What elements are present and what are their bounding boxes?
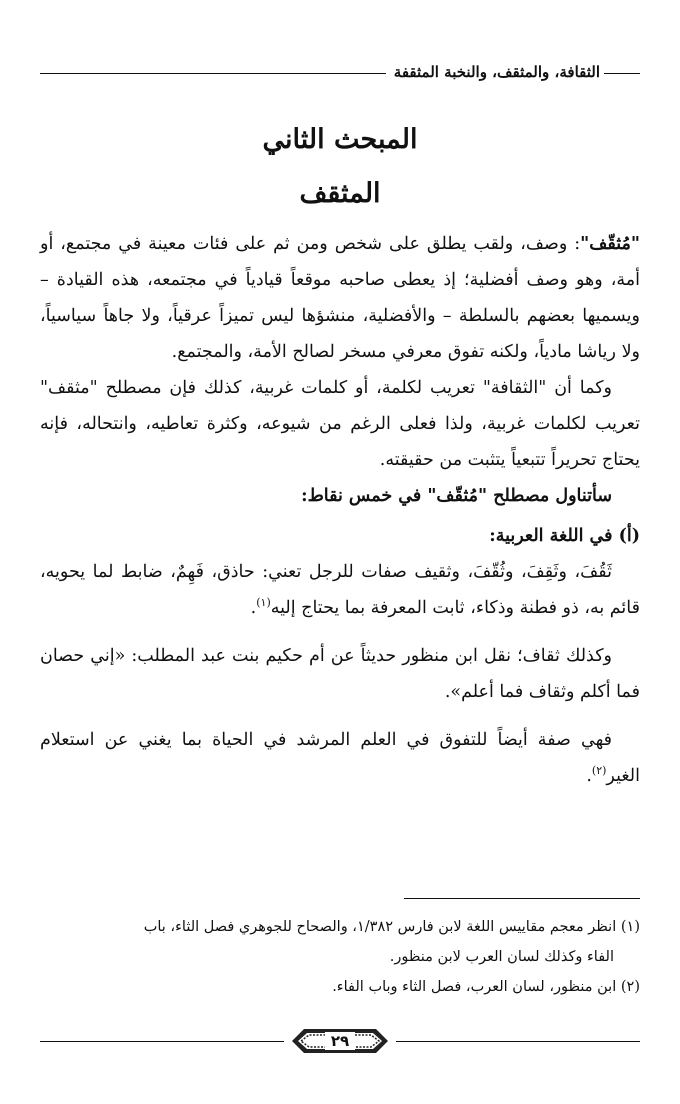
footnote-ref-1[interactable]: (١) (256, 596, 271, 610)
paragraph-lexical-meaning (40, 554, 640, 626)
lexical-meaning-end: . (250, 598, 257, 618)
footer-rule-right (396, 1041, 640, 1042)
excellence-text: فهي صفة أيضاً للتفوق في العلم المرشد في الحياة بما يغني عن استعلام الغير (40, 730, 640, 786)
page-footer (40, 1024, 640, 1058)
footnote-1-continuation: الفاء وكذلك لسان العرب لابن منظور. (389, 949, 614, 965)
footnote-ref-2[interactable]: (٢) (591, 764, 607, 778)
footer-rule-left (40, 1041, 284, 1042)
paragraph-excellence (40, 722, 640, 794)
footnote-1 (40, 912, 640, 942)
footnote-2-text: ابن منظور، لسان العرب، فصل الثاء وباب الفاء. (332, 979, 617, 995)
footnote-2-label: (٢) (620, 979, 640, 995)
header-rule (40, 73, 386, 74)
page-number-badge (290, 1026, 390, 1056)
page-number: ٢٩ (325, 1032, 355, 1050)
footnote-1-label: (١) (620, 919, 640, 935)
footnote-1-text: انظر معجم مقاييس اللغة لابن فارس ١/٣٨٢، والصحاح للجوهري فصل الثاء، باب (143, 919, 617, 935)
footnotes (40, 912, 640, 1002)
section-title: المبحث الثاني (262, 124, 418, 155)
body-text (40, 226, 640, 794)
running-header (40, 60, 640, 84)
paragraph-definition (40, 226, 640, 370)
paragraph-arabization: وكما أن "الثقافة" تعريب لكلمة، أو كلمات غربية، كذلك فإن مصطلح "مثقف" تعريب لكلمات غربية، ولذا فعلى الرغم من شيوعه، وكثرة تعاطيه، وانتحاله، فإنه يحتاج تحريراً تتبعياً يتثبت من حقيقته. (40, 378, 640, 470)
footnote-2 (40, 972, 640, 1002)
term-muthaqqaf: "مُثقّف" (580, 234, 640, 254)
five-points-intro: سأتناول مصطلح "مُثقّف" في خمس نقاط: (301, 486, 612, 506)
header-rule-right (604, 73, 640, 74)
definition-text: : وصف، ولقب يطلق على شخص ومن ثم على فئات معينة في مجتمع، أو أمة، وهو وصف أفضلية؛ إذ يعطى صاحبه موقعاً قيادياً في مجتمعه، هذه القيادة – ويسميها بعضهم بالسلطة – والأفضلية، منشؤها ليس تميزاً عرقياً، ولا جاهاً سياسياً، ولا رياشا مادياً، ولكنه تفوق معرفي مسخر لصالح الأمة، والمجتمع. (40, 234, 640, 362)
paragraph-thiqaf: وكذلك ثقاف؛ نقل ابن منظور حديثاً عن أم حكيم بنت عبد المطلب: «إني حصان فما أكلم وثقاف فما أعلم». (40, 646, 640, 702)
footnote-separator (404, 898, 640, 899)
section-subtitle: المثقف (299, 178, 381, 209)
running-header-title: الثقافة، والمثقف، والنخبة المثقفة (393, 63, 600, 81)
excellence-end: . (586, 766, 592, 786)
lexical-meaning-text: ثَقُفَ، وثَقِفَ، وثُقّفَ، وثقيف صفات للرجل تعني: حاذق، فَهِمٌ، ضابط لما يحويه، قائم به، ذو فطنة وذكاء، ثابت المعرفة بما يحتاج إليه (40, 562, 640, 618)
subheading-arabic-language: (أ) في اللغة العربية: (489, 526, 640, 546)
